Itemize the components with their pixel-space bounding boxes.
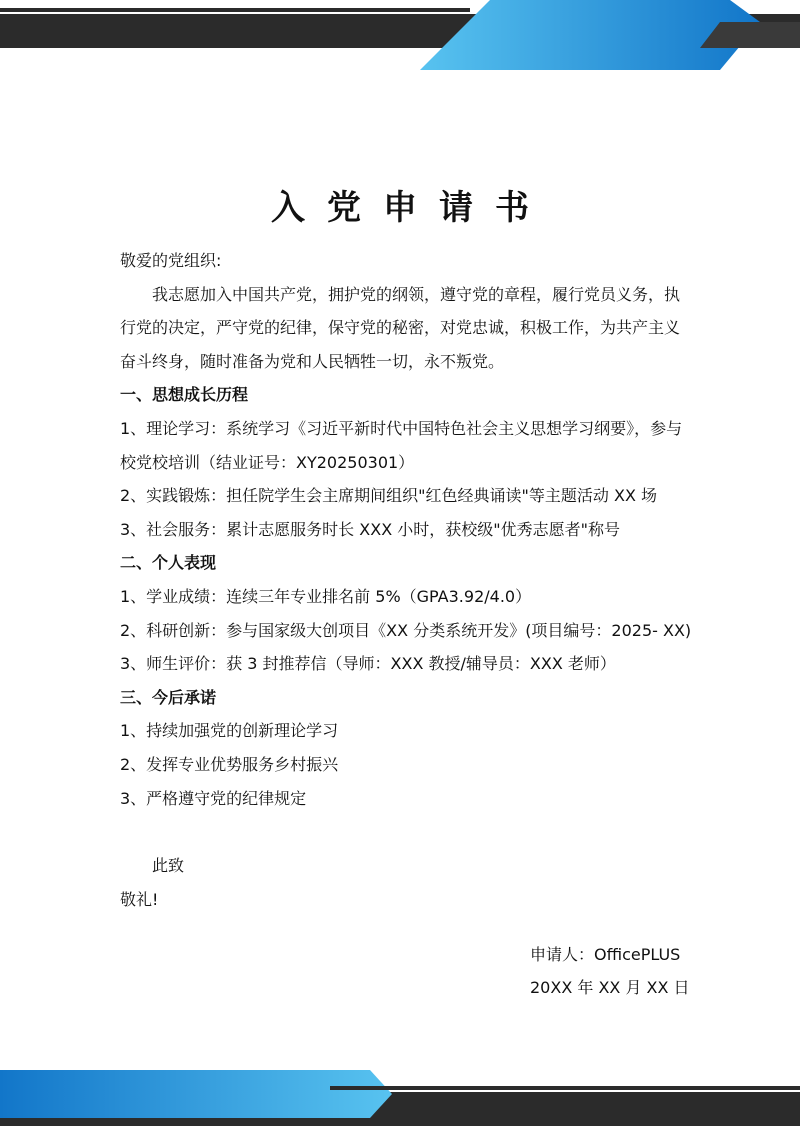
header-blue-shape (420, 0, 760, 70)
header-decoration (0, 0, 800, 70)
section-heading-commitment: 三、今后承诺 (120, 687, 217, 707)
list-item: 2、科研创新：参与国家级大创项目《XX 分类系统开发》(项目编号：2025- XX) (120, 620, 692, 640)
list-item: 3、社会服务：累计志愿服务时长 XXX 小时，获校级"优秀志愿者"称号 (120, 519, 620, 539)
footer-blue-shape (0, 1070, 392, 1118)
document-body (120, 244, 692, 916)
applicant-name: 申请人：OfficePLUS (530, 945, 681, 964)
list-item: 1、理论学习：系统学习《习近平新时代中国特色社会主义思想学习纲要》，参与 (120, 418, 683, 438)
list-item: 1、学业成绩：连续三年专业排名前 5%（GPA3.92/4.0） (120, 586, 532, 606)
header-thin-line (0, 8, 470, 12)
closing-line-1: 此致 (152, 856, 185, 876)
closing-line-2: 敬礼! (120, 889, 159, 909)
signature-block (530, 938, 690, 1004)
section-heading-thought: 一、思想成长历程 (120, 385, 249, 405)
section-heading-performance: 二、个人表现 (120, 553, 217, 573)
list-item: 2、发挥专业优势服务乡村振兴 (120, 754, 339, 774)
list-item: 1、持续加强党的创新理论学习 (120, 721, 339, 741)
list-item: 3、严格遵守党的纪律规定 (120, 788, 307, 808)
list-item: 校党校培训（结业证号：XY20250301） (120, 452, 415, 472)
spacer (120, 815, 680, 849)
document-title: 入党申请书 (271, 188, 551, 228)
intro-line-1: 我志愿加入中国共产党，拥护党的纲领，遵守党的章程，履行党员义务，执 (152, 284, 681, 304)
footer-decoration (0, 1066, 800, 1132)
list-item: 2、实践锻炼：担任院学生会主席期间组织"红色经典诵读"等主题活动 XX 场 (120, 486, 657, 506)
list-item: 3、师生评价：获 3 封推荐信（导师：XXX 教授/辅导员：XXX 老师） (120, 654, 616, 674)
intro-line-3: 奋斗终身，随时准备为党和人民牺牲一切，永不叛党。 (120, 351, 505, 371)
footer-thin-line (330, 1086, 800, 1090)
intro-line-2: 行党的决定，严守党的纪律，保守党的秘密，对党忠诚，积极工作，为共产主义 (120, 318, 681, 338)
application-date: 20XX 年 XX 月 XX 日 (530, 978, 690, 997)
salutation: 敬爱的党组织: (120, 251, 222, 270)
